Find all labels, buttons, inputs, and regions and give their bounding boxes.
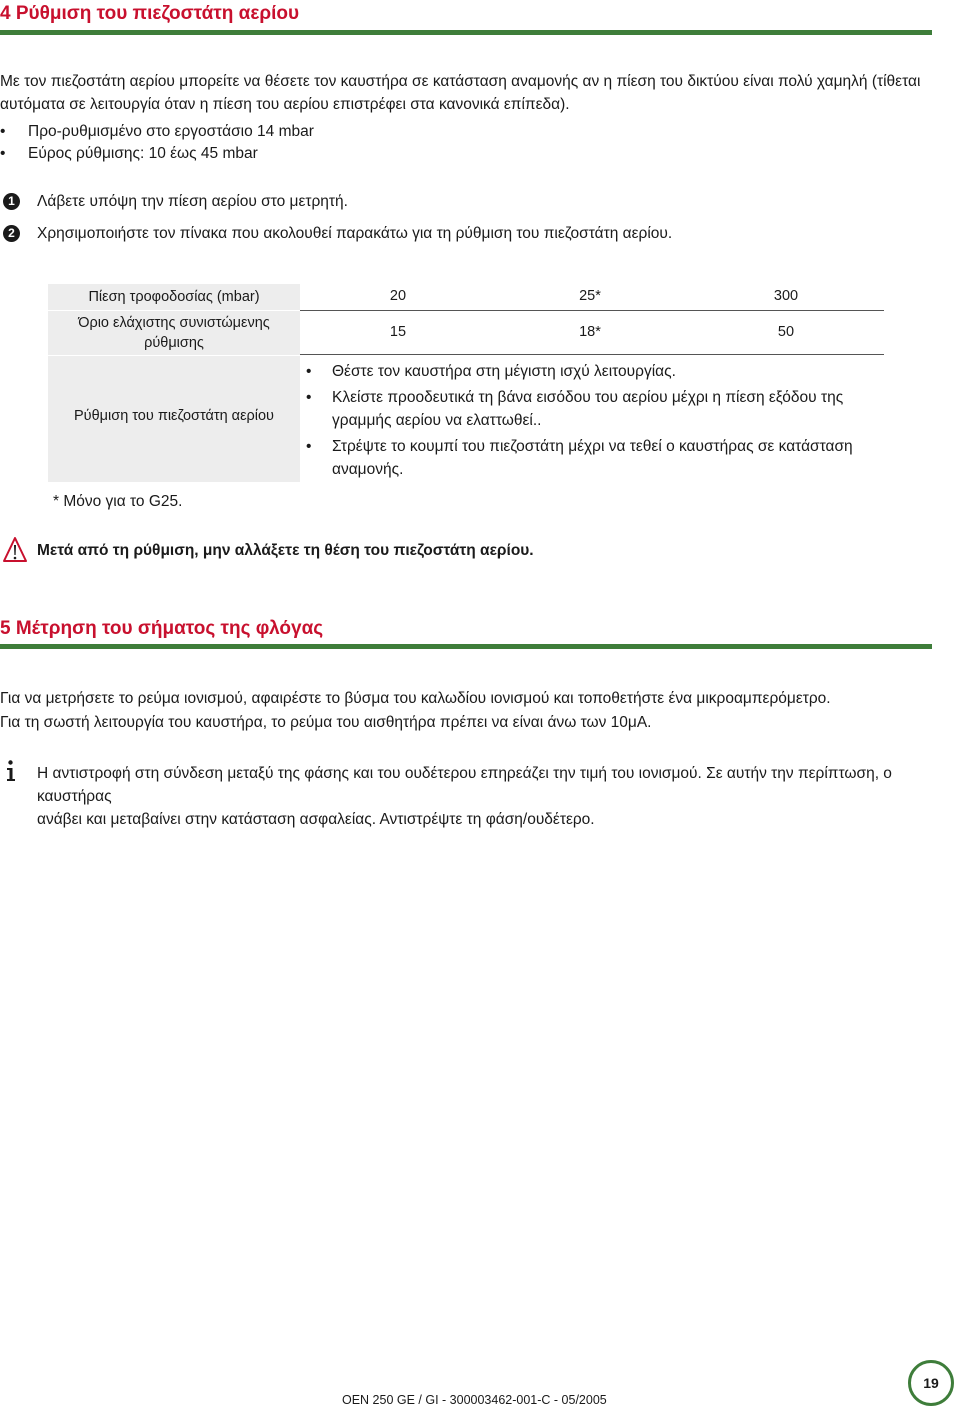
intro-line-2: αυτόματα σε λειτουργία όταν η πίεση του αερίου επιστρέφει στα κανονικά επίπεδα). — [0, 96, 570, 113]
table-cell: 18* — [579, 324, 601, 340]
section-5-rule — [0, 644, 932, 649]
table-footnote: * Μόνο για το G25. — [53, 493, 183, 510]
table-label-adjust-switch: Ρύθμιση του πιεζοστάτη αερίου — [48, 356, 300, 482]
step-2-badge: 2 — [3, 225, 20, 242]
section-4-title: 4 Ρύθμιση του πιεζοστάτη αερίου — [0, 3, 300, 24]
table-divider — [300, 310, 884, 311]
section-5-title: 5 Μέτρηση του σήματος της φλόγας — [0, 618, 324, 639]
bullet-factory-setting: • Προ-ρυθμισμένο στο εργοστάσιο 14 mbar — [0, 120, 314, 143]
table-label-supply-pressure: Πίεση τροφοδοσίας (mbar) — [48, 284, 300, 310]
table-instruction-1: • Θέστε τον καυστήρα στη μέγιστη ισχύ λειτουργίας. — [306, 363, 676, 380]
bullet-dot: • — [0, 145, 6, 162]
table-instruction-3: • Στρέψτε το κουμπί του πιεζοστάτη μέχρι να τεθεί ο καυστήρας σε κατάσταση αναμονής. — [306, 438, 853, 478]
table-cell: 50 — [777, 324, 795, 340]
intro-line-1: Με τον πιεζοστάτη αερίου μπορείτε να θέσετε τον καυστήρα σε κατάσταση αναμονής αν η πίεση του δικτύου είναι πολύ χαμηλή (τίθεται — [0, 73, 921, 90]
warning-text: Μετά από τη ρύθμιση, μην αλλάξετε τη θέση του πιεζοστάτη αερίου. — [37, 542, 534, 559]
step-2-text: Χρησιμοποιήστε τον πίνακα που ακολουθεί παρακάτω για τη ρύθμιση του πιεζοστάτη αερίου. — [37, 225, 673, 242]
table-divider — [300, 354, 884, 355]
table-cell: 300 — [773, 288, 799, 304]
section-4-rule — [0, 30, 932, 35]
table-cell: 20 — [389, 288, 407, 304]
warning-icon — [3, 537, 27, 563]
section-5-para-1: Για να μετρήσετε το ρεύμα ιονισμού, αφαιρέστε το βύσμα του καλωδίου ιονισμού και τοποθετήστε ένα μικροαμπερόμετρο. — [0, 690, 831, 707]
bullet-dot: • — [0, 123, 6, 140]
page-number: 19 — [923, 1375, 939, 1391]
info-text: Η αντιστροφή στη σύνδεση μεταξύ της φάσης και του ουδέτερου επηρεάζει την τιμή του ιονισμού. Σε αυτήν την περίπτωση, ο καυστήρας ανάβει και μεταβαίνει στην κατάσταση ασφαλείας. Αντιστρέψτε τη φάση/ουδέτερο. — [37, 765, 892, 828]
step-1-text: Λάβετε υπόψη την πίεση αερίου στο μετρητή. — [37, 193, 348, 210]
table-cell: 25* — [579, 288, 601, 304]
step-1-badge: 1 — [3, 193, 20, 210]
info-icon — [4, 760, 18, 782]
section-5-para-2: Για τη σωστή λειτουργία του καυστήρα, το ρεύμα του αισθητήρα πρέπει να είναι άνω των 10μA. — [0, 714, 652, 731]
page-number-badge — [908, 1360, 954, 1406]
table-instruction-2: • Κλείστε προοδευτικά τη βάνα εισόδου του αερίου μέχρι η πίεση εξόδου της γραμμής αερίου να ελαττωθεί.. — [306, 389, 844, 429]
table-label-min-setting: Όριο ελάχιστης συνιστώμενης ρύθμισης — [48, 311, 300, 355]
footer-doc-ref: OEN 250 GE / GI - 300003462-001-C - 05/2005 — [342, 1393, 607, 1407]
section-4-intro — [0, 70, 940, 116]
table-cell: 15 — [389, 324, 407, 340]
bullet-adjust-range: • Εύρος ρύθμισης: 10 έως 45 mbar — [0, 142, 258, 165]
